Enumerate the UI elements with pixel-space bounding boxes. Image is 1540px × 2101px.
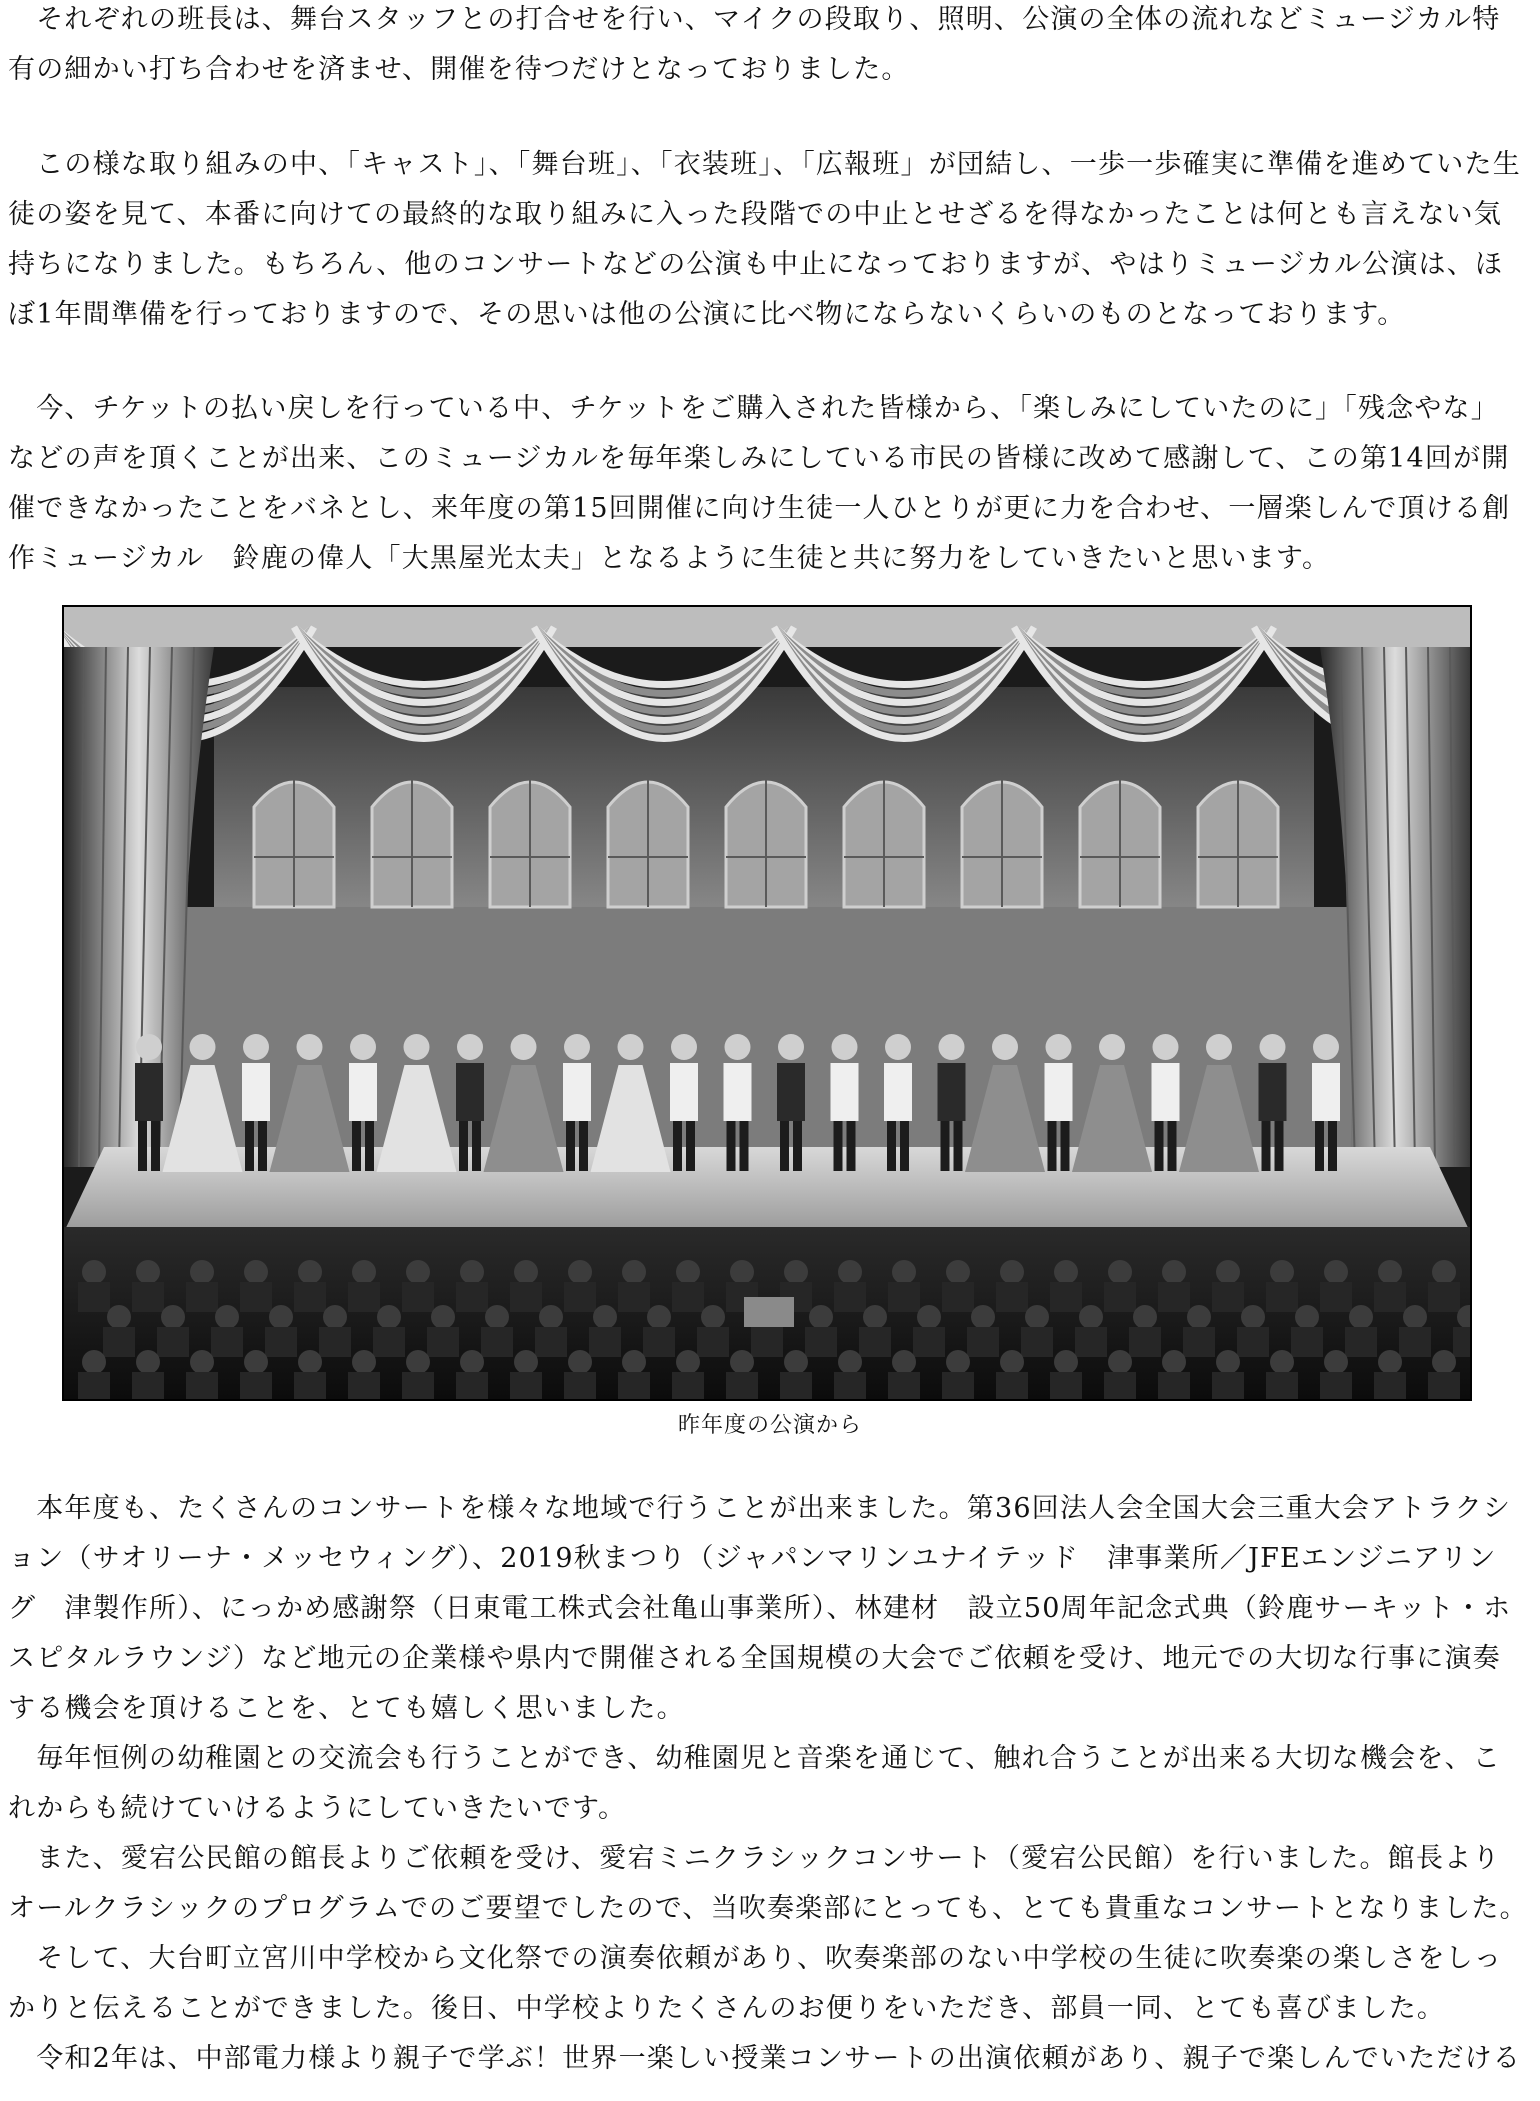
musician-silhouette [161, 1305, 185, 1329]
musician-silhouette [269, 1305, 293, 1329]
musician-silhouette [460, 1260, 484, 1284]
musician-silhouette [676, 1260, 700, 1284]
musician-silhouette [1054, 1350, 1078, 1374]
photo-caption: 昨年度の公演から [677, 1413, 862, 1438]
musician-silhouette [593, 1305, 617, 1329]
musician-silhouette [244, 1350, 268, 1374]
musician-silhouette [1216, 1350, 1240, 1374]
musician-silhouette [82, 1350, 106, 1374]
musician-silhouette [838, 1350, 862, 1374]
musician-silhouette [568, 1260, 592, 1284]
performer-head [1260, 1034, 1286, 1060]
musician-silhouette [244, 1260, 268, 1284]
performer-head [564, 1034, 590, 1060]
musician-silhouette [298, 1350, 322, 1374]
performer-head [725, 1034, 751, 1060]
performer-head [190, 1034, 216, 1060]
performer-coat [242, 1063, 270, 1121]
performer-head [885, 1034, 911, 1060]
performer-coat [1152, 1063, 1180, 1121]
text-line: また、愛宕公民館の館長よりご依頼を受け、愛宕ミニクラシックコンサート（愛宕公民館）を行いました。館長より [8, 1843, 1501, 1874]
musician-silhouette [730, 1350, 754, 1374]
musician-silhouette [1241, 1305, 1265, 1329]
text-line: 持ちになりました。もちろん、他のコンサートなどの公演も中止になっておりますが、やはりミュージカル公演は、ほ [8, 249, 1504, 280]
musician-silhouette [1432, 1350, 1456, 1374]
musician-silhouette [1108, 1350, 1132, 1374]
musician-silhouette [298, 1260, 322, 1284]
text-line: そして、大台町立宮川中学校から文化祭での演奏依頼があり、吹奏楽部のない中学校の生徒に吹奏楽の楽しさをしっ [8, 1943, 1503, 1974]
musician-silhouette [514, 1350, 538, 1374]
text-line: スピタルラウンジ）など地元の企業様や県内で開催される全国規模の大会でご依頼を受け、地元での大切な行事に演奏 [8, 1643, 1501, 1674]
musician-silhouette [352, 1260, 376, 1284]
text-line: する機会を頂けることを、とても嬉しく思いました。 [8, 1693, 685, 1724]
musician-silhouette [1108, 1260, 1132, 1284]
performer-coat [1045, 1063, 1073, 1121]
musician-silhouette [784, 1260, 808, 1284]
musician-silhouette [946, 1260, 970, 1284]
musician-silhouette [647, 1305, 671, 1329]
musician-silhouette [1378, 1260, 1402, 1284]
performer-head [1099, 1034, 1125, 1060]
musician-silhouette [946, 1350, 970, 1374]
musician-silhouette [1216, 1260, 1240, 1284]
paragraph-refund [8, 384, 1532, 584]
performer-head [511, 1034, 537, 1060]
performer-head [136, 1034, 162, 1060]
performer-head [457, 1034, 483, 1060]
text-line: ョン（サオリーナ・メッセウィング）、2019秋まつり（ジャパンマリンユナイテッド 津事業所／JFEエンジニアリン [8, 1543, 1497, 1574]
musician-silhouette [1079, 1305, 1103, 1329]
musician-silhouette [1295, 1305, 1319, 1329]
musician-silhouette [190, 1260, 214, 1284]
musician-silhouette [352, 1350, 376, 1374]
performer-head [939, 1034, 965, 1060]
musician-silhouette [784, 1350, 808, 1374]
text-line: 今、チケットの払い戻しを行っている中、チケットをご購入された皆様から、「楽しみにしていたのに」「残念やな」 [8, 393, 1499, 424]
musician-silhouette [1025, 1305, 1049, 1329]
musician-silhouette [1000, 1350, 1024, 1374]
musician-silhouette [971, 1305, 995, 1329]
performer-head [350, 1034, 376, 1060]
text-line: ぼ1年間準備を行っておりますので、その思いは他の公演に比べ物にならないくらいのものとなっております。 [8, 299, 1406, 330]
performer-coat [724, 1063, 752, 1121]
musician-silhouette [514, 1260, 538, 1284]
musician-silhouette [136, 1260, 160, 1284]
musician-silhouette [377, 1305, 401, 1329]
text-line: グ 津製作所）、にっかめ感謝祭（日東電工株式会社亀山事業所）、林建材 設立50周年記念式典（鈴鹿サーキット・ホ [8, 1593, 1512, 1624]
text-line: 有の細かい打ち合わせを済ませ、開催を待つだけとなっておりました。 [8, 54, 910, 85]
musician-silhouette [215, 1305, 239, 1329]
performer-head [992, 1034, 1018, 1060]
musician-silhouette [1054, 1260, 1078, 1284]
text-line: などの声を頂くことが出来、このミュージカルを毎年楽しみにしている市民の皆様に改めて感謝して、この第14回が開 [8, 443, 1510, 474]
musician-silhouette [539, 1305, 563, 1329]
musician-silhouette [917, 1305, 941, 1329]
performer-head [832, 1034, 858, 1060]
performer-coat [1312, 1063, 1340, 1121]
musician-silhouette [136, 1350, 160, 1374]
text-line: オールクラシックのプログラムでのご要望でしたので、当吹奏楽部にとっても、とても貴重なコンサートとなりました。 [8, 1893, 1528, 1924]
musician-silhouette [460, 1350, 484, 1374]
musician-silhouette [1270, 1260, 1294, 1284]
performer-coat [884, 1063, 912, 1121]
performer-head [618, 1034, 644, 1060]
text-line: 毎年恒例の幼稚園との交流会も行うことができ、幼稚園児と音楽を通じて、触れ合うことが出来る大切な機会を、こ [8, 1743, 1501, 1774]
musician-silhouette [1378, 1350, 1402, 1374]
musician-silhouette [190, 1350, 214, 1374]
performer-coat [349, 1063, 377, 1121]
performer-head [1206, 1034, 1232, 1060]
text-line: この様な取り組みの中、「キャスト」、「舞台班」、「衣装班」、「広報班」が団結し、一歩一歩確実に準備を進めていた生 [8, 149, 1521, 180]
performer-coat [456, 1063, 484, 1121]
text-line: 本年度も、たくさんのコンサートを様々な地域で行うことが出来ました。第36回法人会全国大会三重大会アトラクシ [8, 1493, 1512, 1524]
paragraph-concerts [8, 1484, 1532, 2084]
text-line: れからも続けていけるようにしていきたいです。 [8, 1793, 627, 1824]
musician-silhouette [1403, 1305, 1427, 1329]
paragraph-staff-meeting [8, 0, 1532, 95]
musician-silhouette [107, 1305, 131, 1329]
musician-silhouette [568, 1350, 592, 1374]
performer-head [671, 1034, 697, 1060]
musician-silhouette [82, 1260, 106, 1284]
musician-silhouette [892, 1350, 916, 1374]
musician-silhouette [809, 1305, 833, 1329]
performer-head [1046, 1034, 1072, 1060]
musician-silhouette [406, 1350, 430, 1374]
musician-silhouette [406, 1260, 430, 1284]
musician-silhouette [1349, 1305, 1373, 1329]
musician-silhouette [1187, 1305, 1211, 1329]
musician-silhouette [1432, 1260, 1456, 1284]
musician-silhouette [838, 1260, 862, 1284]
text-line: 令和2年は、中部電力様より親子で学ぶ！世界一楽しい授業コンサートの出演依頼があり、親子で楽しんでいただける [8, 2043, 1521, 2074]
musician-silhouette [863, 1305, 887, 1329]
musician-silhouette [730, 1260, 754, 1284]
performer-coat [1259, 1063, 1287, 1121]
musician-silhouette [622, 1260, 646, 1284]
musician-silhouette [1000, 1260, 1024, 1284]
performer-head [778, 1034, 804, 1060]
text-line: 徒の姿を見て、本番に向けての最終的な取り組みに入った段階での中止とせざるを得なかったことは何とも言えない気 [8, 199, 1503, 230]
text-line: それぞれの班長は、舞台スタッフとの打合せを行い、マイクの段取り、照明、公演の全体の流れなどミュージカル特 [8, 4, 1501, 35]
musician-silhouette [676, 1350, 700, 1374]
musician-silhouette [485, 1305, 509, 1329]
performer-coat [831, 1063, 859, 1121]
performer-head [297, 1034, 323, 1060]
text-line: 催できなかったことをバネとし、来年度の第15回開催に向け生徒一人ひとりが更に力を合わせ、一層楽しんで頂ける創 [8, 493, 1511, 524]
performer-head [243, 1034, 269, 1060]
stage-photo [62, 605, 1472, 1401]
musician-silhouette [323, 1305, 347, 1329]
musician-silhouette [1324, 1350, 1348, 1374]
performer-coat [563, 1063, 591, 1121]
musician-silhouette [892, 1260, 916, 1284]
musician-silhouette [1162, 1350, 1186, 1374]
conductor-stand [744, 1297, 794, 1327]
performer-coat [938, 1063, 966, 1121]
paragraph-cancellation [8, 140, 1532, 340]
musician-silhouette [1270, 1350, 1294, 1374]
performer-head [1313, 1034, 1339, 1060]
musician-silhouette [622, 1350, 646, 1374]
performer-coat [135, 1063, 163, 1121]
musician-silhouette [431, 1305, 455, 1329]
performer-coat [670, 1063, 698, 1121]
performer-coat [777, 1063, 805, 1121]
text-line: かりと伝えることができました。後日、中学校よりたくさんのお便りをいただき、部員一同、とても喜びました。 [8, 1993, 1446, 2024]
stage-photo-image [64, 607, 1470, 1399]
text-line: 作ミュージカル 鈴鹿の偉人「大黒屋光太夫」となるように生徒と共に努力をしていきたいと思います。 [8, 543, 1331, 574]
musician-silhouette [1162, 1260, 1186, 1284]
performer-head [404, 1034, 430, 1060]
performer-head [1153, 1034, 1179, 1060]
musician-silhouette [1133, 1305, 1157, 1329]
musician-silhouette [701, 1305, 725, 1329]
musician-silhouette [1324, 1260, 1348, 1284]
